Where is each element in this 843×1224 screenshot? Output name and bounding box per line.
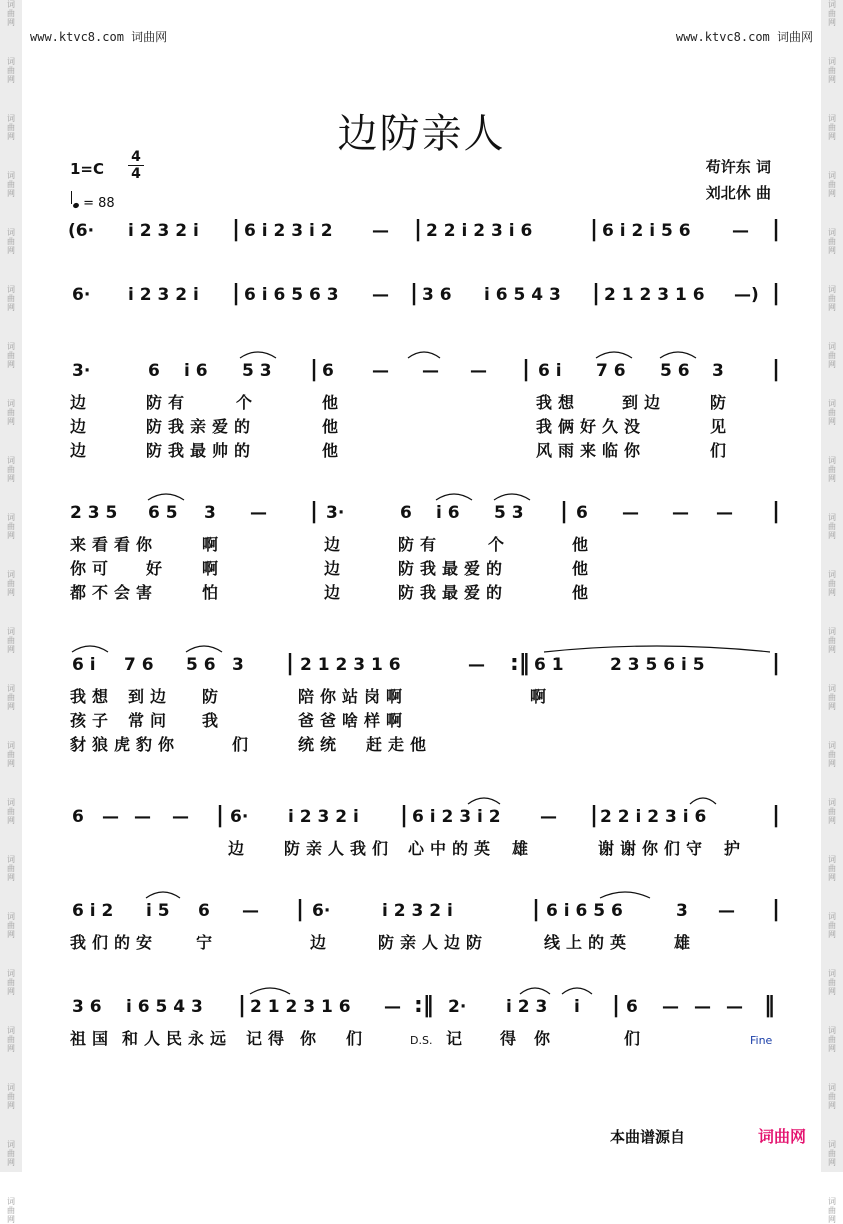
side-watermark-mark: 词 曲 网 xyxy=(828,1026,836,1053)
score-row xyxy=(68,217,780,242)
note-group: 6 xyxy=(576,503,588,523)
bar-line: | xyxy=(772,803,781,828)
lyric-text: 防亲人我们 xyxy=(284,839,395,858)
side-watermark-mark: 词 曲 网 xyxy=(828,0,836,27)
lyric-text: 们 xyxy=(624,1029,647,1048)
side-watermark-mark: 词 曲 网 xyxy=(7,684,15,711)
lyric-text: 护 xyxy=(724,839,747,858)
lyric-text: 防我最爱的 xyxy=(398,583,509,602)
note-group: i 6 5 4 3 xyxy=(484,285,561,305)
side-watermark-mark: 词 曲 网 xyxy=(7,855,15,882)
note-group: 3 xyxy=(712,361,724,381)
note-group: 6 5 xyxy=(148,503,178,523)
score-row xyxy=(70,651,780,754)
lyric-text: 孩子 xyxy=(70,711,115,730)
note-group: i 2 3 2 i xyxy=(128,285,199,305)
side-watermark-mark: 词 曲 网 xyxy=(828,57,836,84)
side-watermark-mark: 词 曲 网 xyxy=(7,798,15,825)
site-url-left[interactable]: www.ktvc8.com 词曲网 xyxy=(30,30,168,44)
lyric-text: 赶走他 xyxy=(366,735,433,754)
slur-mark xyxy=(240,352,276,358)
bar-line: | xyxy=(310,499,319,524)
lyric-text: 记得 xyxy=(246,1029,291,1048)
note-group: — xyxy=(662,997,679,1017)
note-group: — xyxy=(384,997,401,1017)
note-group: 2· xyxy=(448,997,467,1017)
bar-line: | xyxy=(590,217,599,242)
side-watermark-mark: 词 曲 网 xyxy=(7,57,15,84)
note-group: 6· xyxy=(312,901,331,921)
lyric-text: 雄 xyxy=(674,933,697,952)
slur-mark xyxy=(544,646,770,652)
note-group: 2 2 i 2 3 i 6 xyxy=(426,221,533,241)
side-watermark-mark: 词 曲 网 xyxy=(828,684,836,711)
side-watermark-mark: 词 曲 网 xyxy=(828,627,836,654)
lyric-text: 防我最帅的 xyxy=(146,441,257,460)
lyric-text: 谢谢你们守 xyxy=(598,839,709,858)
note-group: 6 i 6 5 6 3 xyxy=(244,285,339,305)
lyric-text: 心中的英 xyxy=(408,839,497,858)
lyric-text: 风雨来临你 xyxy=(536,441,647,460)
side-watermark-mark: 词 曲 网 xyxy=(828,1197,836,1224)
lyric-text: 们 xyxy=(232,735,255,754)
bar-line: | xyxy=(772,281,781,306)
lyric-text: 得 xyxy=(500,1029,523,1048)
side-watermark-mark: 词 曲 网 xyxy=(7,114,15,141)
lyric-text: D.S. xyxy=(410,1034,433,1047)
note-group: — xyxy=(372,361,389,381)
note-group: — xyxy=(716,503,733,523)
bar-line: | xyxy=(238,993,247,1018)
bar-line: :‖ xyxy=(510,651,530,676)
lyric-text: 记 xyxy=(446,1029,469,1048)
score-row xyxy=(70,897,780,952)
note-group: — xyxy=(718,901,735,921)
slur-mark xyxy=(408,352,440,358)
side-watermark-mark: 词 曲 网 xyxy=(7,1026,15,1053)
score-row xyxy=(70,993,775,1048)
bar-line: | xyxy=(310,357,319,382)
bar-line: | xyxy=(560,499,569,524)
note-group: — xyxy=(732,221,749,241)
side-watermark-mark: 词 曲 网 xyxy=(828,456,836,483)
note-group: — xyxy=(694,997,711,1017)
lyric-text: 边 xyxy=(70,441,93,460)
side-watermark-mark: 词 曲 网 xyxy=(7,456,15,483)
note-group: — xyxy=(172,807,189,827)
lyric-text: Fine xyxy=(750,1034,773,1047)
lyric-text: 他 xyxy=(322,441,345,460)
note-group: i 2 3 2 i xyxy=(128,221,199,241)
note-group: 3· xyxy=(72,361,91,381)
note-group: — xyxy=(672,503,689,523)
site-url-right[interactable]: www.ktvc8.com 词曲网 xyxy=(675,30,813,44)
lyric-text: 我 xyxy=(202,711,225,730)
lyric-text: 爸爸啥样啊 xyxy=(298,711,409,730)
bar-line: | xyxy=(522,357,531,382)
bar-line: :‖ xyxy=(414,993,434,1018)
bar-line: | xyxy=(410,281,419,306)
note-group: i xyxy=(574,997,580,1017)
lyric-text: 啊 xyxy=(530,687,553,706)
side-watermark-mark: 词 曲 网 xyxy=(7,1140,15,1167)
slur-mark xyxy=(436,494,472,500)
note-group: 2 2 i 2 3 i 6 xyxy=(600,807,707,827)
footer-brand-link[interactable]: 词曲网 xyxy=(758,1127,807,1146)
bar-line: | xyxy=(772,651,781,676)
lyric-text: 防有 xyxy=(146,393,191,412)
bar-line: | xyxy=(772,357,781,382)
lyric-text: 他 xyxy=(322,393,345,412)
slur-mark xyxy=(520,988,550,994)
side-watermark-mark: 词 曲 网 xyxy=(7,1197,15,1224)
lyric-text: 防 xyxy=(710,393,733,412)
note-group: 6 i xyxy=(538,361,562,381)
lyric-text: 他 xyxy=(572,535,595,554)
note-group: — xyxy=(622,503,639,523)
lyric-text: 你可 xyxy=(70,559,115,578)
note-group: — xyxy=(102,807,119,827)
note-group: 6 xyxy=(72,807,84,827)
bar-line: | xyxy=(612,993,621,1018)
lyric-text: 好 xyxy=(146,559,169,578)
side-watermark-mark: 词 曲 网 xyxy=(828,798,836,825)
lyric-text: 你 xyxy=(300,1029,323,1048)
note-group: 6· xyxy=(72,285,91,305)
lyric-text: 宁 xyxy=(196,933,219,952)
lyric-text: 边 xyxy=(324,535,347,554)
slur-mark xyxy=(146,892,180,898)
note-group: i 6 5 4 3 xyxy=(126,997,203,1017)
lyric-text: 统统 xyxy=(298,735,343,754)
lyric-text: 见 xyxy=(710,417,733,436)
key-signature: 1=C xyxy=(70,160,105,178)
side-watermark-mark: 词 曲 网 xyxy=(7,285,15,312)
lyric-text: 他 xyxy=(572,559,595,578)
score-row xyxy=(69,499,780,602)
side-watermark-mark: 词 曲 网 xyxy=(828,228,836,255)
lyric-text: 边 xyxy=(70,417,93,436)
slur-mark xyxy=(72,646,108,652)
lyric-text: 啊 xyxy=(202,535,225,554)
lyric-text: 雄 xyxy=(512,839,535,858)
note-group: 2 1 2 3 1 6 xyxy=(604,285,705,305)
side-watermark-mark: 词 曲 网 xyxy=(7,969,15,996)
note-group: 2 3 5 xyxy=(70,503,118,523)
side-watermark-mark: 词 曲 网 xyxy=(7,627,15,654)
slur-mark xyxy=(186,646,222,652)
side-watermark-mark: 词 曲 网 xyxy=(7,0,15,27)
lyric-text: 怕 xyxy=(202,583,225,602)
lyric-text: 防我最爱的 xyxy=(398,559,509,578)
side-watermark-mark: 词 曲 网 xyxy=(7,171,15,198)
note-group: — xyxy=(470,361,487,381)
bar-line: | xyxy=(232,281,241,306)
side-watermark-mark: 词 曲 网 xyxy=(828,969,836,996)
side-watermark-mark: 词 曲 网 xyxy=(7,1083,15,1110)
note-group: — xyxy=(468,655,485,675)
lyric-text: 边 xyxy=(228,839,251,858)
slur-mark xyxy=(690,798,716,804)
note-group: 3 6 xyxy=(72,997,102,1017)
note-group: 6 xyxy=(400,503,412,523)
note-group: 5 3 xyxy=(494,503,524,523)
side-watermark-mark: 词 曲 网 xyxy=(828,855,836,882)
note-group: 3 xyxy=(232,655,244,675)
note-group: — xyxy=(540,807,557,827)
bar-line: | xyxy=(592,281,601,306)
lyric-text: 边 xyxy=(324,559,347,578)
bar-line: | xyxy=(216,803,225,828)
slur-mark xyxy=(660,352,696,358)
score-row xyxy=(72,803,780,858)
slur-mark xyxy=(596,352,632,358)
lyric-text: 豺狼虎豹你 xyxy=(70,735,181,754)
side-watermark-mark: 词 曲 网 xyxy=(7,741,15,768)
side-watermark-mark: 词 曲 网 xyxy=(7,342,15,369)
note-group: 2 1 2 3 1 6 xyxy=(250,997,351,1017)
lyric-text: 边 xyxy=(70,393,93,412)
lyric-text: 和人民永远 xyxy=(122,1029,233,1048)
note-group: 5 6 xyxy=(186,655,216,675)
note-group: i 2 3 2 i xyxy=(288,807,359,827)
note-group: i 5 xyxy=(146,901,170,921)
note-group: — xyxy=(372,221,389,241)
lyric-text: 常问 xyxy=(128,711,173,730)
note-group: — xyxy=(242,901,259,921)
lyric-text: 他 xyxy=(322,417,345,436)
bar-line: | xyxy=(772,897,781,922)
score-row xyxy=(70,357,780,460)
lyric-text: 都不会害 xyxy=(70,583,159,602)
note-group: 7 6 xyxy=(596,361,626,381)
note-group: 6 i 6 5 6 xyxy=(546,901,623,921)
note-group: 6 xyxy=(148,361,160,381)
lyric-text: 们 xyxy=(346,1029,369,1048)
note-group: 6· xyxy=(230,807,249,827)
note-group: 6 i 2 i 5 6 xyxy=(602,221,691,241)
side-watermark-mark: 词 曲 网 xyxy=(828,171,836,198)
note-group: i 2 3 xyxy=(506,997,548,1017)
note-group: 3 xyxy=(676,901,688,921)
bar-line: | xyxy=(414,217,423,242)
note-group: — xyxy=(422,361,439,381)
side-watermark-mark: 词 曲 网 xyxy=(828,342,836,369)
lyric-text: 防有 xyxy=(398,535,443,554)
note-group: i 6 xyxy=(436,503,460,523)
lyric-text: 个 xyxy=(488,535,511,554)
side-watermark-mark: 词 曲 网 xyxy=(828,1140,836,1167)
side-watermark-mark: 词 曲 网 xyxy=(828,1083,836,1110)
slur-mark xyxy=(148,494,184,500)
lyric-text: 陪你站岗啊 xyxy=(298,687,409,706)
slur-mark xyxy=(494,494,530,500)
side-watermark-mark: 词 曲 网 xyxy=(828,912,836,939)
note-group: — xyxy=(134,807,151,827)
note-group: 2 1 2 3 1 6 xyxy=(300,655,401,675)
lyric-text: 祖国 xyxy=(70,1029,115,1048)
time-signature-bottom: 4 xyxy=(131,166,141,182)
song-title: 边防亲人 xyxy=(337,111,506,157)
note-group: 5 3 xyxy=(242,361,272,381)
slur-mark xyxy=(562,988,592,994)
bar-line: | xyxy=(232,217,241,242)
side-watermark-mark: 词 曲 网 xyxy=(7,570,15,597)
side-watermark-mark: 词 曲 网 xyxy=(828,741,836,768)
lyric-text: 我们的安 xyxy=(70,933,159,952)
note-group: 6 xyxy=(322,361,334,381)
note-group: 6 i 2 3 i 2 xyxy=(244,221,333,241)
note-group: 3 xyxy=(204,503,216,523)
side-watermark-mark: 词 曲 网 xyxy=(828,114,836,141)
composer-credit: 刘北休 曲 xyxy=(705,184,771,202)
note-group: 6 i 2 3 i 2 xyxy=(412,807,501,827)
side-watermark-mark: 词 曲 网 xyxy=(7,399,15,426)
lyric-text: 来看看你 xyxy=(70,535,159,554)
time-signature-top: 4 xyxy=(131,149,141,165)
note-group: 3 6 xyxy=(422,285,452,305)
lyric-text: 到边 xyxy=(128,687,173,706)
note-group: 6 i 2 xyxy=(72,901,114,921)
bar-line: | xyxy=(772,217,781,242)
note-group: — xyxy=(250,503,267,523)
side-watermark-mark: 词 曲 网 xyxy=(828,570,836,597)
note-group: — xyxy=(372,285,389,305)
bar-line: ‖ xyxy=(764,993,775,1018)
note-group: 2 3 5 6 i 5 xyxy=(610,655,705,675)
bar-line: | xyxy=(400,803,409,828)
note-group: — xyxy=(726,997,743,1017)
note-group: 6 1 xyxy=(534,655,564,675)
bar-line: | xyxy=(590,803,599,828)
slur-mark xyxy=(600,892,650,898)
bar-line: | xyxy=(286,651,295,676)
lyric-text: 你 xyxy=(534,1029,557,1048)
note-group: 6 xyxy=(626,997,638,1017)
lyric-text: 线上的英 xyxy=(544,933,633,952)
bar-line: | xyxy=(296,897,305,922)
side-watermark-mark: 词 曲 网 xyxy=(7,513,15,540)
note-group: (6· xyxy=(68,221,95,241)
footer-source-label: 本曲谱源自 xyxy=(610,1128,686,1146)
lyric-text: 防亲人边防 xyxy=(378,933,489,952)
lyric-text: 们 xyxy=(710,441,733,460)
side-watermark-mark: 词 曲 网 xyxy=(7,912,15,939)
lyric-text: 他 xyxy=(572,583,595,602)
tempo-value: = 88 xyxy=(83,196,115,211)
lyric-text: 边 xyxy=(324,583,347,602)
note-group: —) xyxy=(734,285,759,305)
side-watermark-mark: 词 曲 网 xyxy=(828,399,836,426)
bar-line: | xyxy=(532,897,541,922)
slur-mark xyxy=(468,798,500,804)
slur-mark xyxy=(250,988,290,994)
lyric-text: 我俩好久没 xyxy=(536,417,647,436)
note-group: 5 6 xyxy=(660,361,690,381)
side-watermark-mark: 词 曲 网 xyxy=(7,228,15,255)
note-group: 6 xyxy=(198,901,210,921)
lyric-text: 我想 xyxy=(70,687,115,706)
lyric-text: 啊 xyxy=(202,559,225,578)
lyric-text: 防 xyxy=(202,687,225,706)
bar-line: | xyxy=(772,499,781,524)
score-row xyxy=(72,281,780,306)
note-group: i 6 xyxy=(184,361,208,381)
lyric-text: 个 xyxy=(236,393,259,412)
lyric-text: 边 xyxy=(310,933,333,952)
side-watermark-mark: 词 曲 网 xyxy=(828,513,836,540)
note-group: 6 i xyxy=(72,655,96,675)
note-group: 3· xyxy=(326,503,345,523)
note-group: i 2 3 2 i xyxy=(382,901,453,921)
side-watermark-mark: 词 曲 网 xyxy=(828,285,836,312)
lyric-text: 我想 xyxy=(536,393,581,412)
lyric-text: 防我亲爱的 xyxy=(146,417,257,436)
lyric-text: 到边 xyxy=(622,393,667,412)
note-group: 7 6 xyxy=(124,655,154,675)
lyricist-credit: 苟许东 词 xyxy=(705,158,771,176)
